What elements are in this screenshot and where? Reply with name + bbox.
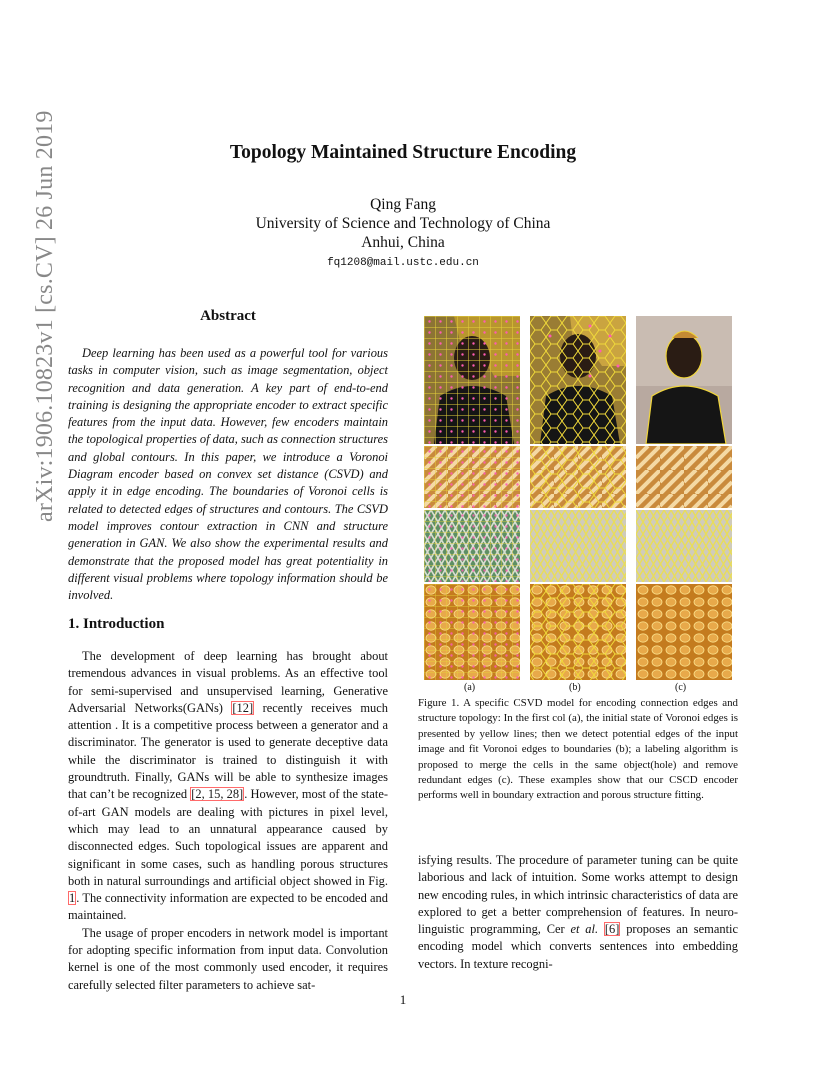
- figure-image-b-net: [530, 510, 626, 582]
- arxiv-identifier: arXiv:1906.10823v1 [cs.CV] 26 Jun 2019: [32, 110, 58, 522]
- figure-image-a-wood: [424, 446, 520, 508]
- intro-paragraph-2: The usage of proper encoders in network model is important for adopting specific information from input data. Convolution kernel is one of the most commonly used encoder, it requires carefully selected filter parameters to achieve sat-: [68, 925, 388, 992]
- figure-image-b-honeycomb: [530, 584, 626, 680]
- page-number: 1: [399, 992, 407, 1007]
- subfigure-label-a: (a): [464, 682, 476, 693]
- paper-title: Topology Maintained Structure Encoding: [229, 142, 577, 163]
- citation-link[interactable]: [12]: [232, 700, 254, 715]
- intro-paragraph-1: The development of deep learning has brought about tremendous advances in visual problems. As an effective tool for semi-supervised and unsupervised learning, Generative Adversarial Networks(GANs) [12] recently receives much attention . It is a competitive process between a generator and a discriminator. The generator is used to generate deceptive data while the discriminator is trained to distinguish it with groundtruth. Finally, GANs will be able to synthesize images that can’t be recognized [2, 15, 28]. However, most of the state-of-art GAN models are dealing with pictures in pixel level, which may lead to an unnatural appearance caused by disconnected edges. Such topological issues are apparent and significant in some cases, such as handling porous structures both in natural surroundings and artificial object showed in Fig. 1. The connectivity information are expected to be encoded and maintained.: [68, 649, 389, 923]
- figure-image-c-wood: [636, 446, 732, 508]
- subfigure-label-c: (c): [675, 682, 687, 693]
- citation-link[interactable]: [2, 15, 28]: [191, 787, 244, 802]
- right-column-text: isfying results. The procedure of parameter tuning can be quite laborious and lack of intuition. Some works attempt to design new encoding rules, in which intrinsic characteristics of data are explored to get a better comprehension of features. In neuro-linguistic programming, Cer et al. [6] proposes an semantic encoding model which converts sentences into embedding vectors. In texture recogni-: [418, 853, 738, 971]
- abstract-text: Deep learning has been used as a powerful tool for various tasks in computer vision, such as image segmentation, object recognition and data generation. A key part of end-to-end training is designing the appropriate encoder to extract specific features from the input data. However, few encoders maintain the topological properties of data, such as connection structures and global contours. In this paper, we introduce a Voronoi Diagram encoder based on convex set distance (CSVD) and apply it in edge encoding. The boundaries of Voronoi cells is related to detected edges of structures and contours. The CSVD model improves contour extraction in CNN and structure generation in GAN. We also show the experimental results and demonstrate that the proposed model has great potentiality in different visual problems where topology information should be involved.: [68, 346, 388, 603]
- figure-image-b-wood: [530, 446, 626, 508]
- author-affiliation: University of Science and Technology of China: [255, 215, 551, 232]
- figure-image-c-net: [636, 510, 732, 582]
- section-heading-introduction: 1. Introduction: [68, 616, 165, 632]
- figure-image-a-person: [424, 316, 520, 444]
- figure-image-a-net: [424, 510, 520, 582]
- figure-image-c-person: [636, 316, 732, 444]
- figure-image-b-person: [530, 316, 626, 444]
- citation-link[interactable]: [6]: [604, 922, 620, 937]
- subfigure-label-b: (b): [569, 682, 581, 693]
- figure-1-caption: Figure 1. A specific CSVD model for encoding connection edges and structure topology: In the first col (a), the initial state of Voronoi edges is presented by yellow lines; then we detect potential edges of the input image and fit Voronoi edges to boundaries (b); a labeling algorithm is proposed to merge the cells in the same object(hole) and remove redundant edges (c). These examples show that our CSCD encoder performs well in boundary extraction and porous structure fitting.: [418, 697, 738, 802]
- figure-image-c-honeycomb: [636, 584, 732, 680]
- author-email[interactable]: fq1208@mail.ustc.edu.cn: [327, 257, 479, 269]
- figure-image-a-honeycomb: [424, 584, 520, 680]
- abstract-heading: Abstract: [200, 308, 256, 324]
- author-name: Qing Fang: [370, 196, 436, 213]
- figure-reference-link[interactable]: 1: [69, 891, 76, 906]
- author-location: Anhui, China: [361, 234, 445, 251]
- introduction-body: [68, 648, 388, 994]
